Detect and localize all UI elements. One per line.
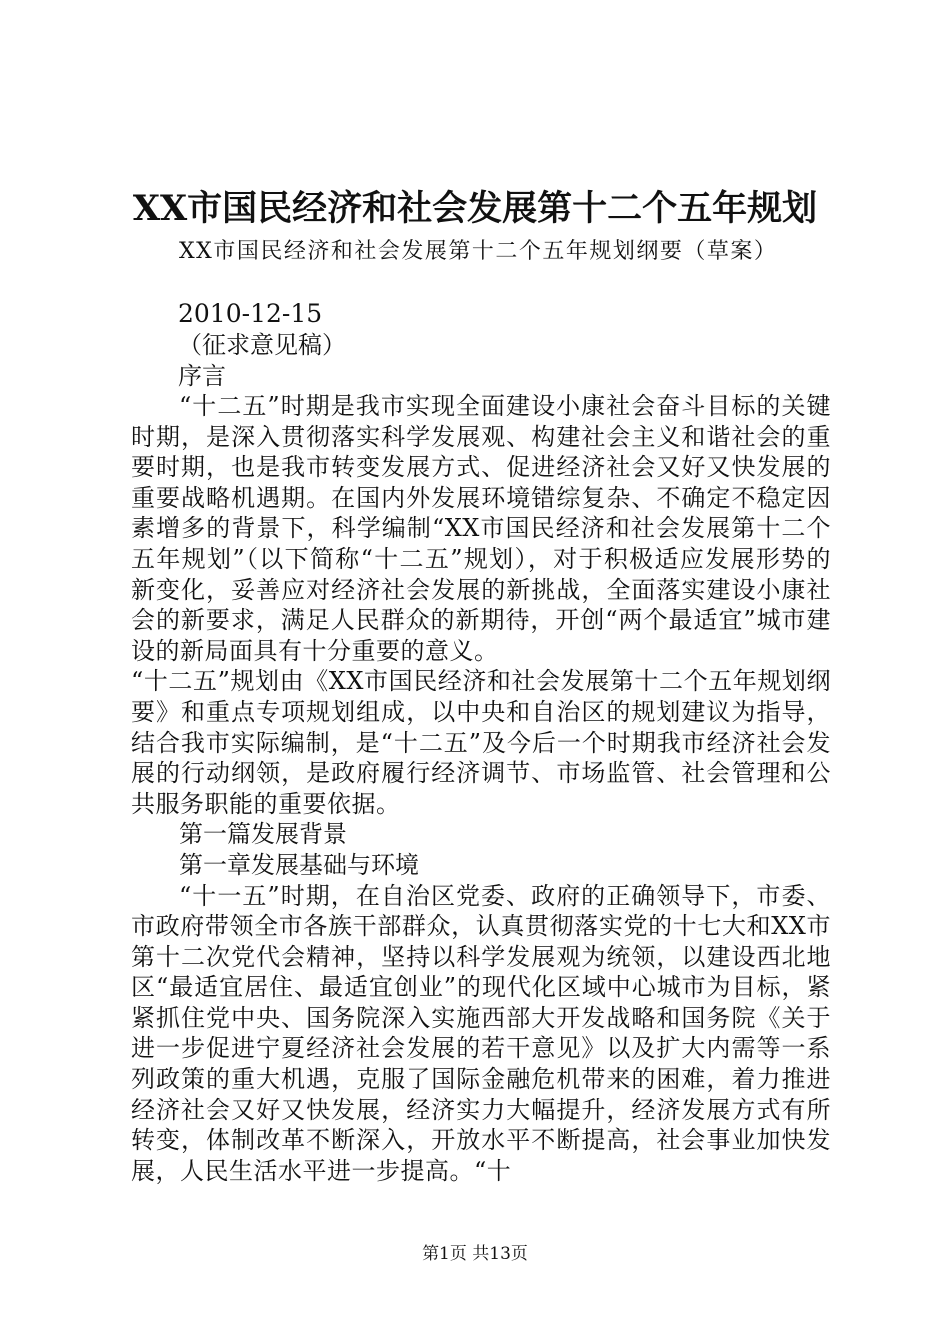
paragraph-preface-2: “十二五”规划由《XX市国民经济和社会发展第十二个五年规划纲要》和重点专项规划组成，以中央和自治区的规划建议为指导，结合我市实际编制，是“十二五”及今后一个时期我市经济社会发展的行动纲领，是政府履行经济调节、市场监管、社会管理和公共服务职能的重要依据。 bbox=[131, 667, 831, 818]
part-heading: 第一篇发展背景 bbox=[179, 820, 347, 849]
document-date: 2010-12-15 bbox=[178, 299, 323, 328]
body-text bbox=[131, 391, 831, 1186]
document-title: XX市国民经济和社会发展第十二个五年规划 bbox=[132, 188, 818, 229]
document-subtitle: XX市国民经济和社会发展第十二个五年规划纲要（草案） bbox=[179, 239, 778, 264]
page-footer: 第1页 共13页 bbox=[422, 1244, 528, 1264]
paragraph-preface-1: “十二五”时期是我市实现全面建设小康社会奋斗目标的关键时期，是深入贯彻落实科学发展观、构建社会主义和谐社会的重要时期，也是我市转变发展方式、促进经济社会又好又快发展的重要战略机遇期。在国内外发展环境错综复杂、不确定不稳定因素增多的背景下，科学编制“XX市国民经济和社会发展第十二个五年规划”（以下简称“十二五”规划），对于积极适应发展形势的新变化，妥善应对经济社会发展的新挑战，全面落实建设小康社会的新要求，满足人民群众的新期待，开创“两个最适宜”城市建设的新局面具有十分重要的意义。 bbox=[131, 392, 831, 665]
chapter-heading: 第一章发展基础与环境 bbox=[179, 850, 419, 879]
paragraph-chapter-1: “十一五”时期，在自治区党委、政府的正确领导下，市委、市政府带领全市各族干部群众，认真贯彻落实党的十七大和XX市第十二次党代会精神，坚持以科学发展观为统领，以建设西北地区“最适宜居住、最适宜创业”的现代化区域中心城市为目标，紧紧抓住党中央、国务院深入实施西部大开发战略和国务院《关于进一步促进宁夏经济社会发展的若干意见》以及扩大内需等一系列政策的重大机遇，克服了国际金融危机带来的困难，着力推进经济社会又好又快发展，经济实力大幅提升，经济发展方式有所转变，体制改革不断深入，开放水平不断提高，社会事业加快发展，人民生活水平进一步提高。“十 bbox=[131, 881, 831, 1185]
draft-note: （征求意见稿） bbox=[178, 331, 346, 359]
preface-heading: 序言 bbox=[178, 362, 226, 390]
